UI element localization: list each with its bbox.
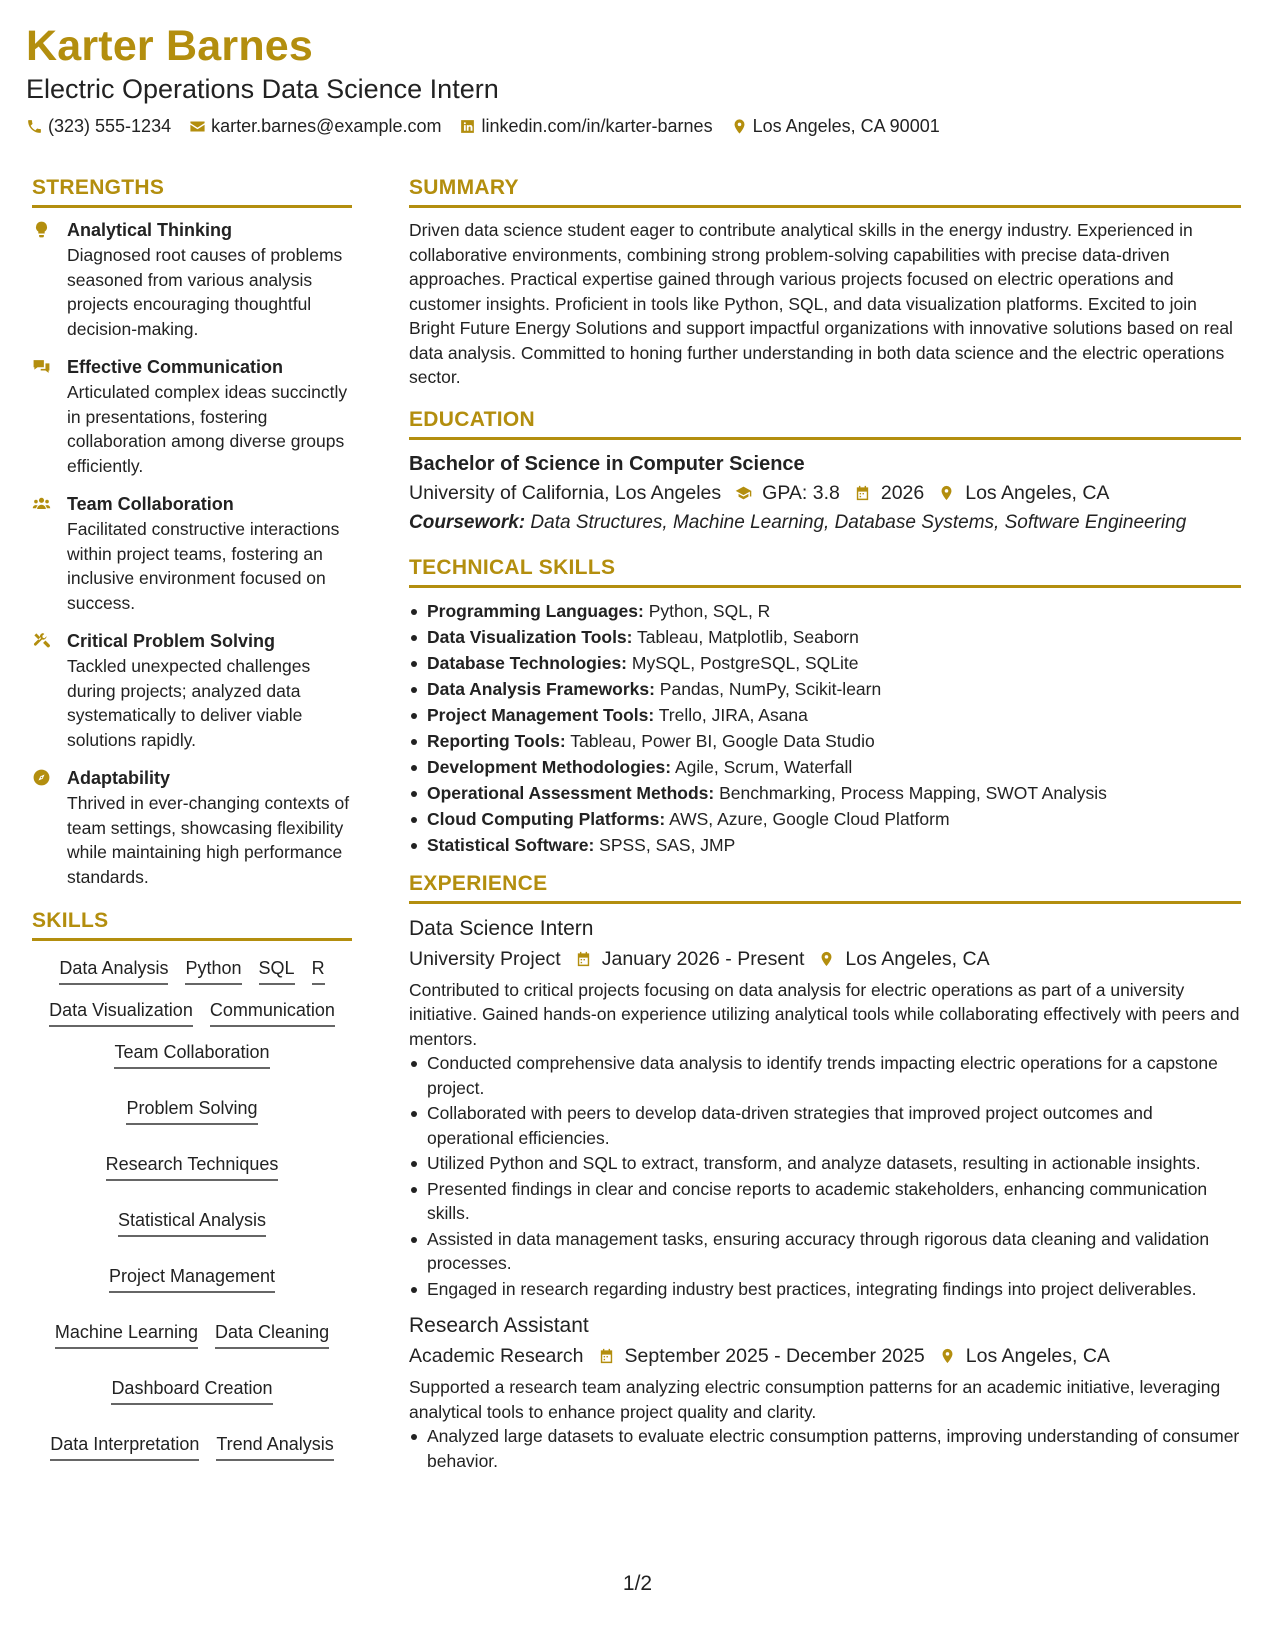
strength-title: Team Collaboration	[67, 494, 234, 514]
job-title: Data Science Intern	[409, 916, 594, 940]
contact-location	[731, 116, 940, 137]
map-pin-icon	[731, 118, 748, 135]
calendar-icon	[854, 484, 871, 501]
tech-skill-value: Trello, JIRA, Asana	[658, 704, 808, 725]
coursework-list: Data Structures, Machine Learning, Database Systems, Software Engineering	[530, 511, 1187, 533]
education-heading: EDUCATION	[409, 408, 1241, 440]
job-dates: January 2026 - Present	[601, 947, 805, 970]
tech-skill-label: Database Technologies:	[427, 652, 628, 673]
linkedin-link[interactable]: linkedin.com/in/karter-barnes	[481, 115, 713, 136]
tech-skill-item	[409, 676, 1241, 702]
tech-skill-item	[409, 780, 1241, 806]
job-bullet: Utilized Python and SQL to extract, transform, and analyze datasets, resulting in actionable insights.	[409, 1151, 1241, 1176]
summary-text: Driven data science student eager to contribute analytical skills in the energy industry. Experienced in collaborative environments, combining strong problem-solving capabilities with precise data-driven approaches. Practical expertise gained through various projects focused on electric operations and customer insights. Proficient in tools like Python, SQL, and data visualization platforms. Excited to join Bright Future Energy Solutions and support impactful organizations with innovative solutions based on real data analysis. Committed to honing further understanding in both data science and the electric operations sector.	[409, 220, 1233, 387]
skill-tag: Team Collaboration	[114, 1041, 269, 1069]
job-summary: Supported a research team analyzing electric consumption patterns for an academic initiative, leveraging analytical tools to enhance project quality and clarity.	[409, 1377, 1221, 1422]
skill-tag: Communication	[210, 999, 335, 1027]
tech-skill-item	[409, 728, 1241, 754]
job-bullet: Presented findings in clear and concise reports to academic stakeholders, enhancing communication skills.	[409, 1177, 1241, 1226]
strength-title: Analytical Thinking	[67, 220, 233, 240]
skill-tag: Data Interpretation	[50, 1433, 199, 1461]
tech-skill-value: MySQL, PostgreSQL, SQLite	[631, 652, 859, 673]
job-entry	[409, 914, 1241, 1302]
strength-desc: Facilitated constructive interactions within project teams, fostering an inclusive environment focused on success.	[67, 519, 340, 613]
tech-skill-value: Benchmarking, Process Mapping, SWOT Analysis	[719, 782, 1107, 803]
contact-linkedin[interactable]	[459, 116, 712, 137]
skill-tag: Research Techniques	[106, 1153, 279, 1181]
strength-item	[32, 218, 352, 341]
right-column	[409, 176, 1241, 1474]
skill-tag: Problem Solving	[126, 1097, 257, 1125]
tech-skill-item	[409, 598, 1241, 624]
contact-email[interactable]	[189, 116, 441, 137]
job-dates: September 2025 - December 2025	[624, 1345, 925, 1367]
contact-phone	[26, 116, 171, 137]
lightbulb-icon	[32, 218, 51, 341]
tech-skill-item	[409, 650, 1241, 676]
location-text: Los Angeles, CA 90001	[752, 115, 940, 136]
tech-skill-value: SPSS, SAS, JMP	[599, 834, 736, 855]
job-meta	[409, 1341, 1241, 1371]
education-school: University of California, Los Angeles	[409, 481, 722, 504]
skill-tag: Data Analysis	[59, 957, 168, 985]
job-location: Los Angeles, CA	[965, 1345, 1110, 1367]
job-meta	[409, 944, 1241, 974]
tech-skill-value: AWS, Azure, Google Cloud Platform	[669, 808, 950, 829]
left-column	[32, 176, 352, 1461]
job-bullets	[409, 1051, 1241, 1301]
strength-item	[32, 492, 352, 615]
tech-skill-label: Operational Assessment Methods:	[427, 782, 715, 803]
tech-skill-item	[409, 702, 1241, 728]
skill-tag: Project Management	[109, 1265, 275, 1293]
technical-skills-list	[409, 598, 1241, 858]
strength-title: Effective Communication	[67, 357, 284, 377]
tech-skill-item	[409, 624, 1241, 650]
contact-bar	[26, 116, 940, 137]
tech-skill-label: Cloud Computing Platforms:	[427, 808, 666, 829]
skills-list	[32, 951, 352, 1461]
tech-skill-label: Programming Languages:	[427, 600, 644, 621]
job-title: Research Assistant	[409, 1314, 589, 1337]
skill-tag: Trend Analysis	[216, 1433, 333, 1461]
job-bullet: Collaborated with peers to develop data-driven strategies that improved project outcomes and operational efficiencies.	[409, 1101, 1241, 1150]
strength-item	[32, 766, 352, 889]
coursework-label: Coursework:	[409, 511, 526, 533]
strength-desc: Articulated complex ideas succinctly in presentations, fostering collaboration among diverse groups efficiently.	[67, 382, 348, 476]
education-degree: Bachelor of Science in Computer Science	[409, 452, 805, 475]
strength-desc: Tackled unexpected challenges during projects; analyzed data systematically to deliver viable solutions rapidly.	[67, 656, 311, 750]
job-bullets	[409, 1424, 1241, 1473]
email-link[interactable]: karter.barnes@example.com	[211, 115, 442, 136]
graduation-cap-icon	[735, 484, 752, 501]
phone-text: (323) 555-1234	[48, 115, 172, 136]
skills-heading: SKILLS	[32, 909, 352, 941]
strength-item	[32, 355, 352, 478]
job-bullet: Assisted in data management tasks, ensuring accuracy through rigorous data cleaning and validation processes.	[409, 1227, 1241, 1276]
tech-skill-value: Tableau, Matplotlib, Seaborn	[637, 626, 859, 647]
calendar-icon	[575, 950, 592, 967]
tech-skill-label: Reporting Tools:	[427, 730, 566, 751]
job-org: University Project	[409, 947, 561, 970]
tech-skill-label: Development Methodologies:	[427, 756, 672, 777]
skill-tag: R	[312, 957, 325, 985]
skill-tag: Data Cleaning	[215, 1321, 329, 1349]
map-pin-icon	[939, 1348, 956, 1365]
tech-skill-value: Python, SQL, R	[648, 600, 771, 621]
job-location: Los Angeles, CA	[845, 947, 990, 970]
education-coursework	[409, 508, 1241, 538]
candidate-role: Electric Operations Data Science Intern	[26, 74, 499, 105]
tech-skill-item	[409, 832, 1241, 858]
tech-skill-item	[409, 806, 1241, 832]
education-location: Los Angeles, CA	[965, 481, 1110, 504]
experience-heading: EXPERIENCE	[409, 872, 1241, 904]
skill-tag: SQL	[259, 957, 295, 985]
tech-skill-value: Agile, Scrum, Waterfall	[674, 756, 853, 777]
compass-icon	[32, 766, 51, 889]
summary-heading: SUMMARY	[409, 176, 1241, 208]
strength-desc: Thrived in ever-changing contexts of team settings, showcasing flexibility while maintaining high performance standards.	[67, 793, 350, 887]
education-gpa: GPA: 3.8	[762, 481, 840, 504]
skill-tag: Machine Learning	[55, 1321, 198, 1349]
map-pin-icon	[938, 484, 955, 501]
page-number: 1/2	[622, 1572, 653, 1595]
linkedin-icon	[459, 118, 476, 135]
skill-tag: Dashboard Creation	[111, 1377, 272, 1405]
candidate-name: Karter Barnes	[26, 22, 314, 70]
job-bullet: Conducted comprehensive data analysis to identify trends impacting electric operations for a capstone project.	[409, 1051, 1241, 1100]
calendar-icon	[598, 1348, 615, 1365]
strength-item	[32, 629, 352, 752]
tech-skill-item	[409, 754, 1241, 780]
job-entry	[409, 1311, 1241, 1473]
strengths-heading: STRENGTHS	[32, 176, 352, 208]
education-year: 2026	[880, 481, 925, 504]
job-summary: Contributed to critical projects focusing on data analysis for electric operations as part of a university initiative. Gained hands-on experience utilizing analytical tools while collaborating effectively with peers and mentors.	[409, 979, 1240, 1049]
users-icon	[32, 492, 51, 615]
skill-tag: Data Visualization	[49, 999, 193, 1027]
envelope-icon	[189, 118, 206, 135]
resume-header	[26, 22, 940, 137]
job-org: Academic Research	[409, 1345, 584, 1367]
map-pin-icon	[818, 950, 835, 967]
job-bullet: Engaged in research regarding industry best practices, integrating findings into project deliverables.	[409, 1277, 1241, 1302]
strength-desc: Diagnosed root causes of problems seasoned from various analysis projects encouraging thoughtful decision-making.	[67, 245, 343, 339]
phone-icon	[26, 118, 43, 135]
tech-skill-label: Project Management Tools:	[427, 704, 655, 725]
tech-skill-label: Statistical Software:	[427, 834, 595, 855]
tech-skill-value: Pandas, NumPy, Scikit-learn	[659, 678, 882, 699]
tools-icon	[32, 629, 51, 752]
strength-title: Adaptability	[67, 768, 171, 788]
technical-skills-heading: TECHNICAL SKILLS	[409, 556, 1241, 588]
skill-tag: Statistical Analysis	[118, 1209, 266, 1237]
tech-skill-label: Data Visualization Tools:	[427, 626, 633, 647]
comments-icon	[32, 355, 51, 478]
tech-skill-label: Data Analysis Frameworks:	[427, 678, 655, 699]
education-meta	[409, 478, 1241, 508]
skill-tag: Python	[185, 957, 241, 985]
job-bullet: Analyzed large datasets to evaluate electric consumption patterns, improving understanding of consumer behavior.	[409, 1424, 1241, 1473]
tech-skill-value: Tableau, Power BI, Google Data Studio	[570, 730, 875, 751]
strength-title: Critical Problem Solving	[67, 631, 276, 651]
